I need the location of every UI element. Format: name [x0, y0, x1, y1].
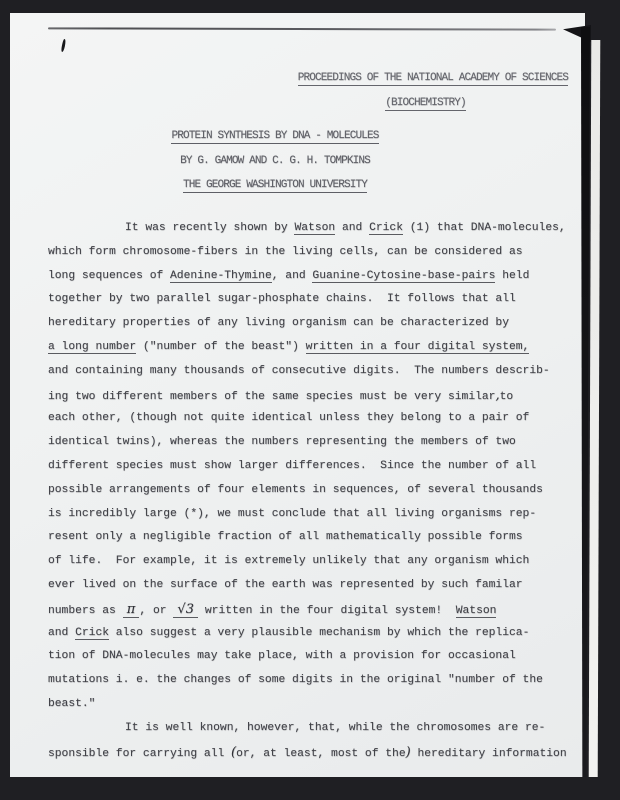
typed-text: ("number of the beast")	[136, 340, 306, 353]
handwritten-text: √3	[173, 601, 199, 617]
body-line	[48, 336, 583, 360]
typed-text: It is well known, however, that, while the chromosomes are re-	[125, 721, 546, 734]
typed-text: (1) that DNA-molecules,	[402, 222, 566, 234]
typed-text: and	[48, 626, 76, 639]
title-block	[150, 124, 400, 198]
typed-text: Crick	[75, 626, 110, 639]
body-line	[48, 455, 583, 479]
typed-text: held	[495, 269, 530, 282]
typed-text: long sequences of	[48, 269, 171, 282]
journal-title: PROCEEDINGS OF THE NATIONAL ACADEMY OF SCIENCES	[297, 72, 568, 84]
typed-text: ever lived on the surface of the earth was represented by such familar	[48, 578, 523, 591]
typed-text: Crick	[369, 222, 403, 234]
typed-text: ing two different members of the same species must be very similar	[48, 390, 496, 403]
typed-text: which form chromosome-fibers in the living cells, can be considered as	[48, 245, 523, 258]
typed-text: Guanine-Cytosine-base-pairs	[312, 269, 496, 282]
typed-text: beast."	[48, 697, 96, 710]
typed-text: Watson	[294, 222, 336, 234]
typed-text: written in a four digital system,	[305, 340, 530, 353]
paper-affiliation: THE GEORGE WASHINGTON UNIVERSITY	[182, 179, 368, 191]
paper-affiliation-line	[150, 173, 400, 198]
typed-text: is incredibly large (*), we must conclude that all living organisms rep-	[48, 507, 537, 520]
typed-text: and containing many thousands of consecutive digits. The numbers describ-	[48, 364, 550, 377]
paper-authors: BY G. GAMOW AND C. G. H. TOMPKINS	[180, 154, 370, 167]
body-line	[48, 717, 583, 741]
typed-text: hereditary information	[410, 747, 567, 760]
handwritten-text: ,	[495, 387, 500, 403]
typed-text: , or	[139, 604, 174, 617]
typed-text: possible arrangements of four elements in sequences, of several thousands	[48, 483, 543, 496]
typed-text: and	[335, 222, 370, 234]
typed-text: It was recently shown by	[125, 222, 295, 234]
underlying-page-edge	[589, 40, 601, 777]
body-line	[48, 288, 583, 312]
body-line	[48, 550, 583, 574]
typed-text: hereditary properties of any living organism can be characterized by	[48, 317, 509, 330]
body-line	[48, 479, 583, 503]
body-line	[48, 431, 583, 455]
paper-title: PROTEIN SYNTHESIS BY DNA - MOLECULES	[171, 130, 379, 142]
typed-text: Adenine-Thymine	[170, 269, 272, 282]
journal-section: (BIOCHEMISTRY)	[385, 97, 466, 109]
paper-title-line	[150, 124, 400, 149]
body-paragraphs	[48, 217, 583, 764]
typed-text: together by two parallel sugar-phosphate chains. It follows that all	[48, 293, 516, 306]
body-line	[48, 526, 583, 550]
body-line	[48, 360, 583, 384]
body-line	[48, 645, 583, 669]
journal-header	[283, 66, 568, 116]
typed-text: or, at least, most of the	[236, 747, 406, 760]
typed-text: numbers as	[48, 604, 123, 617]
body-line	[48, 503, 583, 527]
typed-text: tion of DNA-molecules may take place, with a provision for occasional	[48, 650, 516, 663]
typed-text: a long number	[48, 340, 137, 353]
typed-text: to	[499, 390, 514, 403]
body-line	[48, 384, 583, 408]
body-line	[48, 741, 583, 765]
document-page	[10, 13, 585, 777]
body-line	[48, 241, 583, 265]
typed-text: , and	[271, 269, 313, 282]
handwritten-text: π	[122, 601, 140, 617]
body-line	[48, 217, 583, 241]
body-line	[48, 598, 583, 622]
typed-text: of life. For example, it is extremely unlikely that any organism which	[48, 555, 530, 568]
typed-text: mutations i. e. the changes of some digits in the original "number of the	[48, 674, 543, 687]
typed-text: written in the four digital system!	[198, 604, 456, 617]
typed-text: also suggest a very plausible mechanism by which the replica-	[109, 626, 530, 639]
typed-text: resent only a negligible fraction of all mathematically possible forms	[48, 531, 523, 544]
scan-scratch-line	[48, 27, 556, 30]
typed-text: sponsible for carrying all	[48, 747, 232, 760]
typed-text: each other, (though not quite identical unless they belong to a pair of	[48, 412, 530, 425]
body-line	[48, 407, 583, 431]
handwritten-text: )	[405, 744, 411, 760]
handwritten-tick-mark	[61, 39, 67, 52]
handwritten-text: (	[231, 744, 237, 760]
body-line	[48, 622, 583, 646]
body-line	[48, 574, 583, 598]
body-line	[48, 693, 583, 717]
body-line	[48, 669, 583, 693]
body-line	[48, 265, 583, 289]
typed-text: identical twins), whereas the numbers representing the members of two	[48, 436, 516, 449]
journal-section-line	[283, 91, 568, 116]
journal-header-line	[283, 66, 568, 91]
typed-text: Watson	[455, 604, 497, 617]
typed-text: different species must show larger differences. Since the number of all	[48, 459, 537, 472]
body-line	[48, 312, 583, 336]
